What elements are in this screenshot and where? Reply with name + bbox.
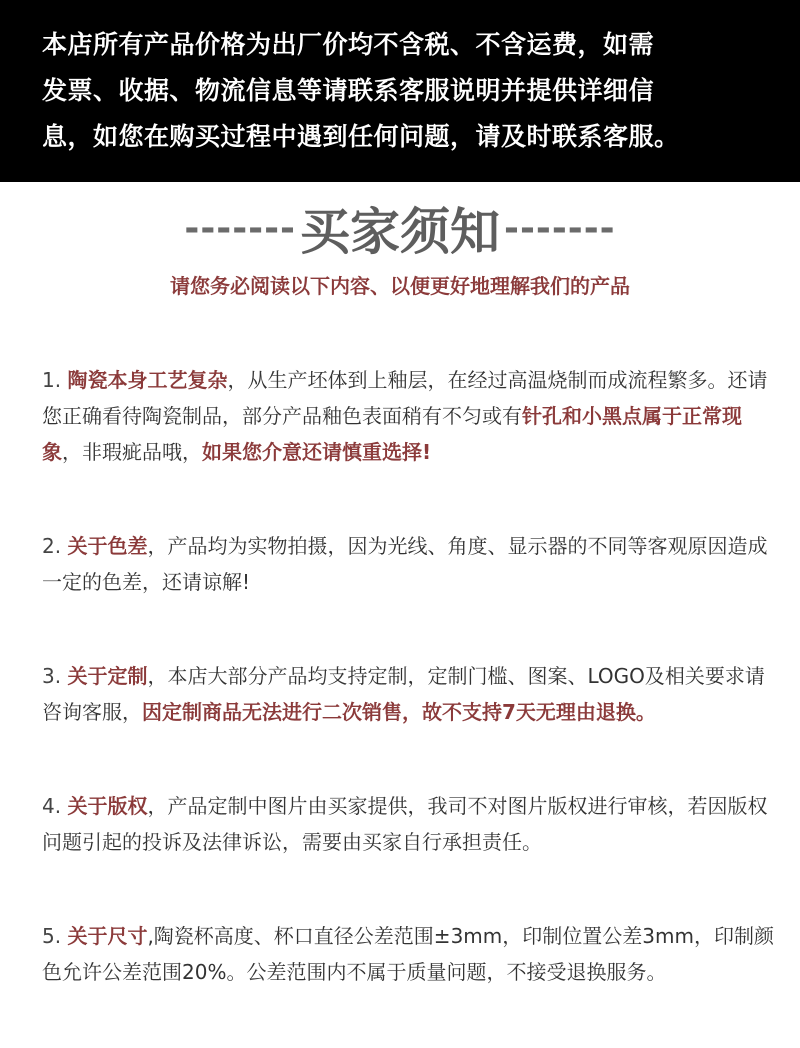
note-highlight: 针孔和小黑点属于正常现象 xyxy=(42,404,742,464)
page-title xyxy=(0,196,800,260)
note-text: ，本店大部分产品均支持定制，定制门槛、图案、LOGO及相关要求请咨询客服， xyxy=(42,664,765,724)
banner-line: 发票、收据、物流信息等请联系客服说明并提供详细信 xyxy=(42,76,655,105)
notes-list xyxy=(42,362,778,1048)
note-heading: 关于定制 xyxy=(67,664,148,688)
note-heading: 陶瓷本身工艺复杂 xyxy=(67,368,228,392)
note-heading: 关于尺寸 xyxy=(67,924,148,948)
note-highlight: 如果您介意还请慎重选择! xyxy=(202,440,432,464)
note-text: ，从生产坯体到上釉层，在经过高温烧制而成流程繁多。还请您正确看待陶瓷制品，部分产品釉色表面稍有不匀或有 xyxy=(42,368,768,428)
notice-banner xyxy=(0,0,800,182)
note-text: ，产品定制中图片由买家提供，我司不对图片版权进行审核，若因版权问题引起的投诉及法律诉讼，需要由买家自行承担责任。 xyxy=(42,794,768,854)
note-heading: 关于色差 xyxy=(67,534,148,558)
note-item-4 xyxy=(42,788,778,860)
note-heading: 关于版权 xyxy=(67,794,148,818)
note-item-3 xyxy=(42,658,778,730)
banner-line: 本店所有产品价格为出厂价均不含税、不含运费，如需 xyxy=(42,30,655,59)
note-item-5 xyxy=(42,918,778,990)
note-text: ，产品均为实物拍摄，因为光线、角度、显示器的不同等客观原因造成一定的色差，还请谅解! xyxy=(42,534,768,594)
note-text: ,陶瓷杯高度、杯口直径公差范围±3mm，印制位置公差3mm，印制颜色允许公差范围20%。公差范围内不属于质量问题，不接受退换服务。 xyxy=(42,924,774,984)
title-text: 买家须知 xyxy=(300,203,500,261)
note-text: ，非瑕疵品哦， xyxy=(62,440,202,464)
note-item-1 xyxy=(42,362,778,470)
banner-line: 息，如您在购买过程中遇到任何问题，请及时联系客服。 xyxy=(42,122,680,151)
page-subtitle: 请您务必阅读以下内容、以便更好地理解我们的产品 xyxy=(170,274,630,298)
note-number: 4. xyxy=(42,794,62,818)
note-number: 1. xyxy=(42,368,62,392)
title-dashes-right: ------- xyxy=(504,207,616,249)
note-item-2 xyxy=(42,528,778,600)
title-dashes-left: ------- xyxy=(184,207,296,249)
note-highlight: 因定制商品无法进行二次销售，故不支持7天无理由退换。 xyxy=(142,700,656,724)
note-number: 3. xyxy=(42,664,62,688)
note-number: 5. xyxy=(42,924,62,948)
note-number: 2. xyxy=(42,534,62,558)
